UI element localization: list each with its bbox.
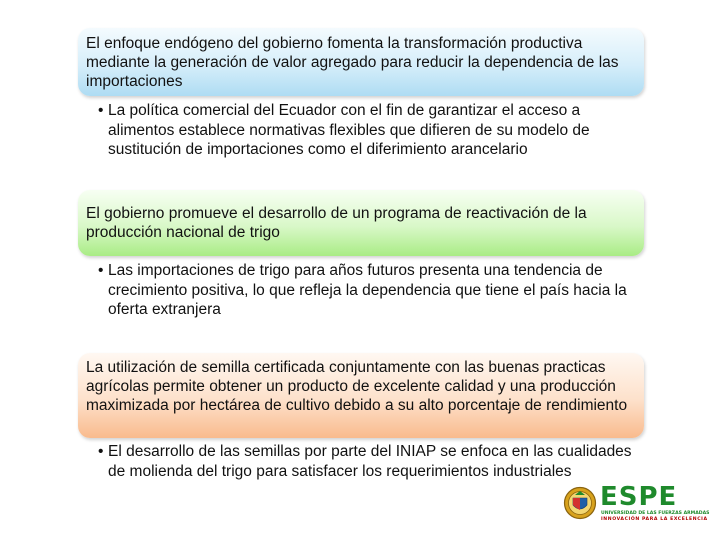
- bullet-text-1: La política comercial del Ecuador con el fin de garantizar el acceso a alimentos establece normativas flexibles que difieren de su modelo de sustitución de importaciones como el diferimiento arancelario: [108, 102, 590, 158]
- bullet-dot-3: •: [98, 443, 104, 460]
- logo-wordmark: ESPE: [600, 482, 678, 512]
- university-seal-icon: [563, 486, 597, 520]
- heading-box-2: [78, 190, 644, 256]
- bullet-dot-2: •: [98, 262, 104, 279]
- bullet-3: [98, 442, 648, 481]
- bullet-text-3: El desarrollo de las semillas por parte del INIAP se enfoca en las cualidades de molienda del trigo para satisfacer los requerimientos industriales: [108, 443, 632, 480]
- bullet-1: [98, 101, 648, 160]
- heading-box-3: [78, 353, 644, 438]
- heading-text-3: La utilización de semilla certificada conjuntamente con las buenas practicas agrícolas permite obtener un producto de excelente calidad y una producción maximizada por hectárea de cultivo debido a su alto porcentaje de rendimiento: [86, 359, 628, 414]
- bullet-dot-1: •: [98, 102, 104, 119]
- logo-tagline: INNOVACIÓN PARA LA EXCELENCIA: [601, 517, 708, 522]
- heading-text-1: El enfoque endógeno del gobierno fomenta la transformación productiva mediante la generación de valor agregado para reducir la dependencia de las importaciones: [86, 35, 619, 90]
- heading-box-1: [78, 28, 644, 96]
- espe-logo: [563, 482, 710, 524]
- heading-text-2: El gobierno promueve el desarrollo de un programa de reactivación de la producción nacional de trigo: [86, 205, 587, 241]
- bullet-text-2: Las importaciones de trigo para años futuros presenta una tendencia de crecimiento positiva, lo que refleja la dependencia que tiene el país hacia la oferta extranjera: [108, 262, 627, 318]
- logo-university-name: UNIVERSIDAD DE LAS FUERZAS ARMADAS: [601, 511, 710, 516]
- bullet-2: [98, 261, 648, 320]
